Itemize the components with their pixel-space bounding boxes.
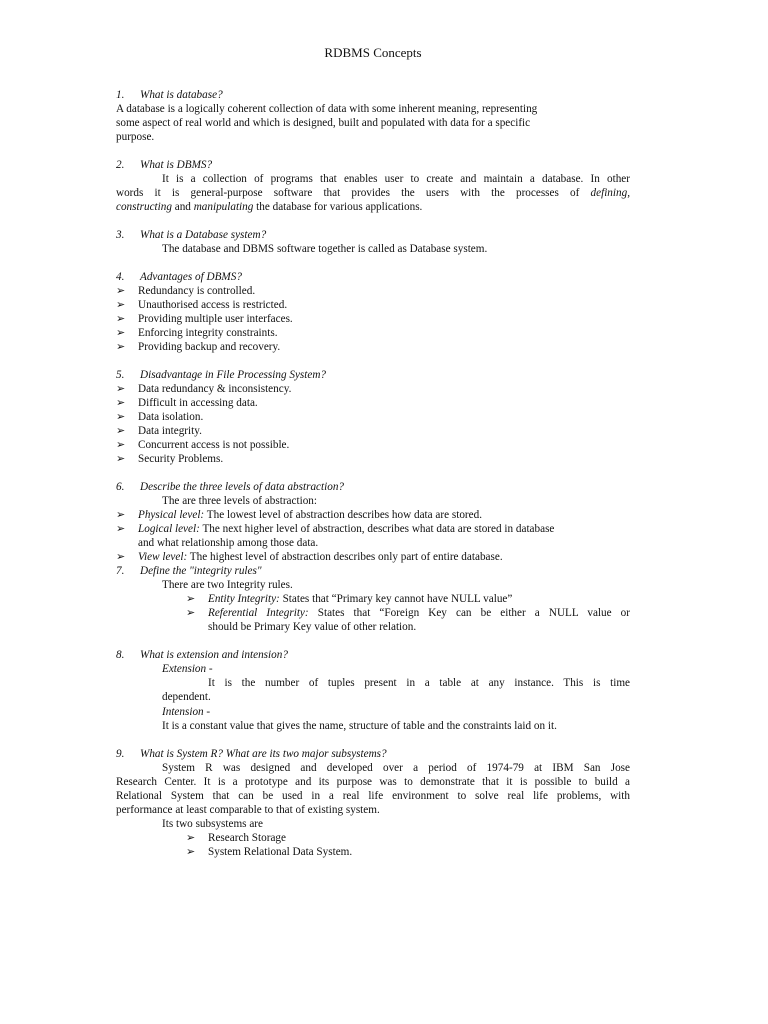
arrow-bullet-icon: ➢: [116, 453, 126, 465]
list-item-continued: and what relationship among those data.: [138, 537, 319, 549]
arrow-bullet-icon: ➢: [116, 509, 126, 521]
answer-2-line: constructing and manipulating the database for various applications.: [116, 201, 423, 213]
list-item: ➢ Data integrity.: [116, 425, 202, 437]
list-item: ➢ Enforcing integrity constraints.: [116, 327, 278, 339]
arrow-bullet-icon: ➢: [116, 523, 126, 535]
answer-1-line: purpose.: [116, 131, 155, 143]
question-8: 8. What is extension and intension?: [116, 649, 288, 661]
arrow-bullet-icon: ➢: [116, 341, 126, 353]
list-item: ➢ Unauthorised access is restricted.: [116, 299, 288, 311]
extension-text: It is the number of tuples present in a table at any instance. This is time: [208, 677, 630, 689]
list-item: ➢ Data isolation.: [116, 411, 204, 423]
arrow-bullet-icon: ➢: [186, 607, 196, 619]
question-5: 5. Disadvantage in File Processing System?: [116, 369, 327, 381]
arrow-bullet-icon: ➢: [116, 551, 126, 563]
page-title: RDBMS Concepts: [324, 45, 422, 60]
answer-1-line: A database is a logically coherent collection of data with some inherent meaning, representing: [116, 103, 538, 115]
answer-9-line: performance at least comparable to that of existing system.: [116, 804, 380, 816]
list-item: ➢ Redundancy is controlled.: [116, 285, 256, 297]
list-item: ➢ System Relational Data System.: [186, 846, 353, 858]
question-2: 2. What is DBMS?: [116, 159, 213, 171]
answer-9-line: Research Center. It is a prototype and its purpose was to demonstrate that it is possible to build a: [116, 776, 630, 788]
list-item-continued: should be Primary Key value of other relation.: [208, 621, 417, 633]
arrow-bullet-icon: ➢: [116, 313, 126, 325]
answer-2-line: words it is general-purpose software that provides the users with the processes of defining,: [116, 187, 630, 199]
intension-text: It is a constant value that gives the name, structure of table and the constraints laid on it.: [162, 720, 557, 732]
extension-heading: Extension -: [162, 663, 213, 675]
list-item: ➢ Security Problems.: [116, 453, 224, 465]
arrow-bullet-icon: ➢: [116, 439, 126, 451]
list-item: ➢ View level: The highest level of abstraction describes only part of entire database.: [116, 551, 503, 563]
list-item: ➢ Providing multiple user interfaces.: [116, 313, 293, 325]
question-1: 1. What is database?: [116, 89, 223, 101]
answer-6-intro: The are three levels of abstraction:: [162, 495, 317, 507]
extension-text-continued: dependent.: [162, 691, 211, 703]
question-6: 6. Describe the three levels of data abstraction?: [116, 481, 345, 493]
list-item: ➢ Entity Integrity: States that “Primary key cannot have NULL value”: [186, 593, 513, 605]
question-3: 3. What is a Database system?: [116, 229, 267, 241]
answer-9-line: System R was designed and developed over a period of 1974-79 at IBM San Jose: [162, 762, 630, 774]
answer-7-intro: There are two Integrity rules.: [162, 579, 293, 591]
arrow-bullet-icon: ➢: [116, 411, 126, 423]
list-item: ➢ Data redundancy & inconsistency.: [116, 383, 292, 395]
answer-3: The database and DBMS software together is called as Database system.: [162, 243, 488, 255]
answer-9-line: Relational System that can be used in a real life environment to solve real life problems, with: [116, 790, 630, 802]
answer-1-line: some aspect of real world and which is designed, built and populated with data for a specific: [116, 117, 531, 129]
question-9: 9. What is System R? What are its two major subsystems?: [116, 748, 387, 760]
intension-heading: Intension -: [162, 706, 211, 718]
list-item: ➢ Providing backup and recovery.: [116, 341, 281, 353]
arrow-bullet-icon: ➢: [116, 285, 126, 297]
list-item: ➢ Logical level: The next higher level of abstraction, describes what data are stored in database: [116, 523, 555, 535]
question-4: 4. Advantages of DBMS?: [116, 271, 242, 283]
arrow-bullet-icon: ➢: [116, 327, 126, 339]
question-7: 7. Define the "integrity rules": [116, 565, 262, 577]
arrow-bullet-icon: ➢: [116, 397, 126, 409]
answer-9-intro: Its two subsystems are: [162, 818, 263, 830]
arrow-bullet-icon: ➢: [186, 846, 196, 858]
arrow-bullet-icon: ➢: [186, 593, 196, 605]
list-item: ➢ Referential Integrity: States that “Foreign Key can be either a NULL value or: [186, 607, 630, 619]
arrow-bullet-icon: ➢: [116, 383, 126, 395]
arrow-bullet-icon: ➢: [186, 832, 196, 844]
list-item: ➢ Research Storage: [186, 832, 286, 844]
answer-2-line: It is a collection of programs that enables user to create and maintain a database. In other: [162, 173, 630, 185]
arrow-bullet-icon: ➢: [116, 299, 126, 311]
list-item: ➢ Physical level: The lowest level of abstraction describes how data are stored.: [116, 509, 483, 521]
list-item: ➢ Concurrent access is not possible.: [116, 439, 290, 451]
arrow-bullet-icon: ➢: [116, 425, 126, 437]
list-item: ➢ Difficult in accessing data.: [116, 397, 258, 409]
